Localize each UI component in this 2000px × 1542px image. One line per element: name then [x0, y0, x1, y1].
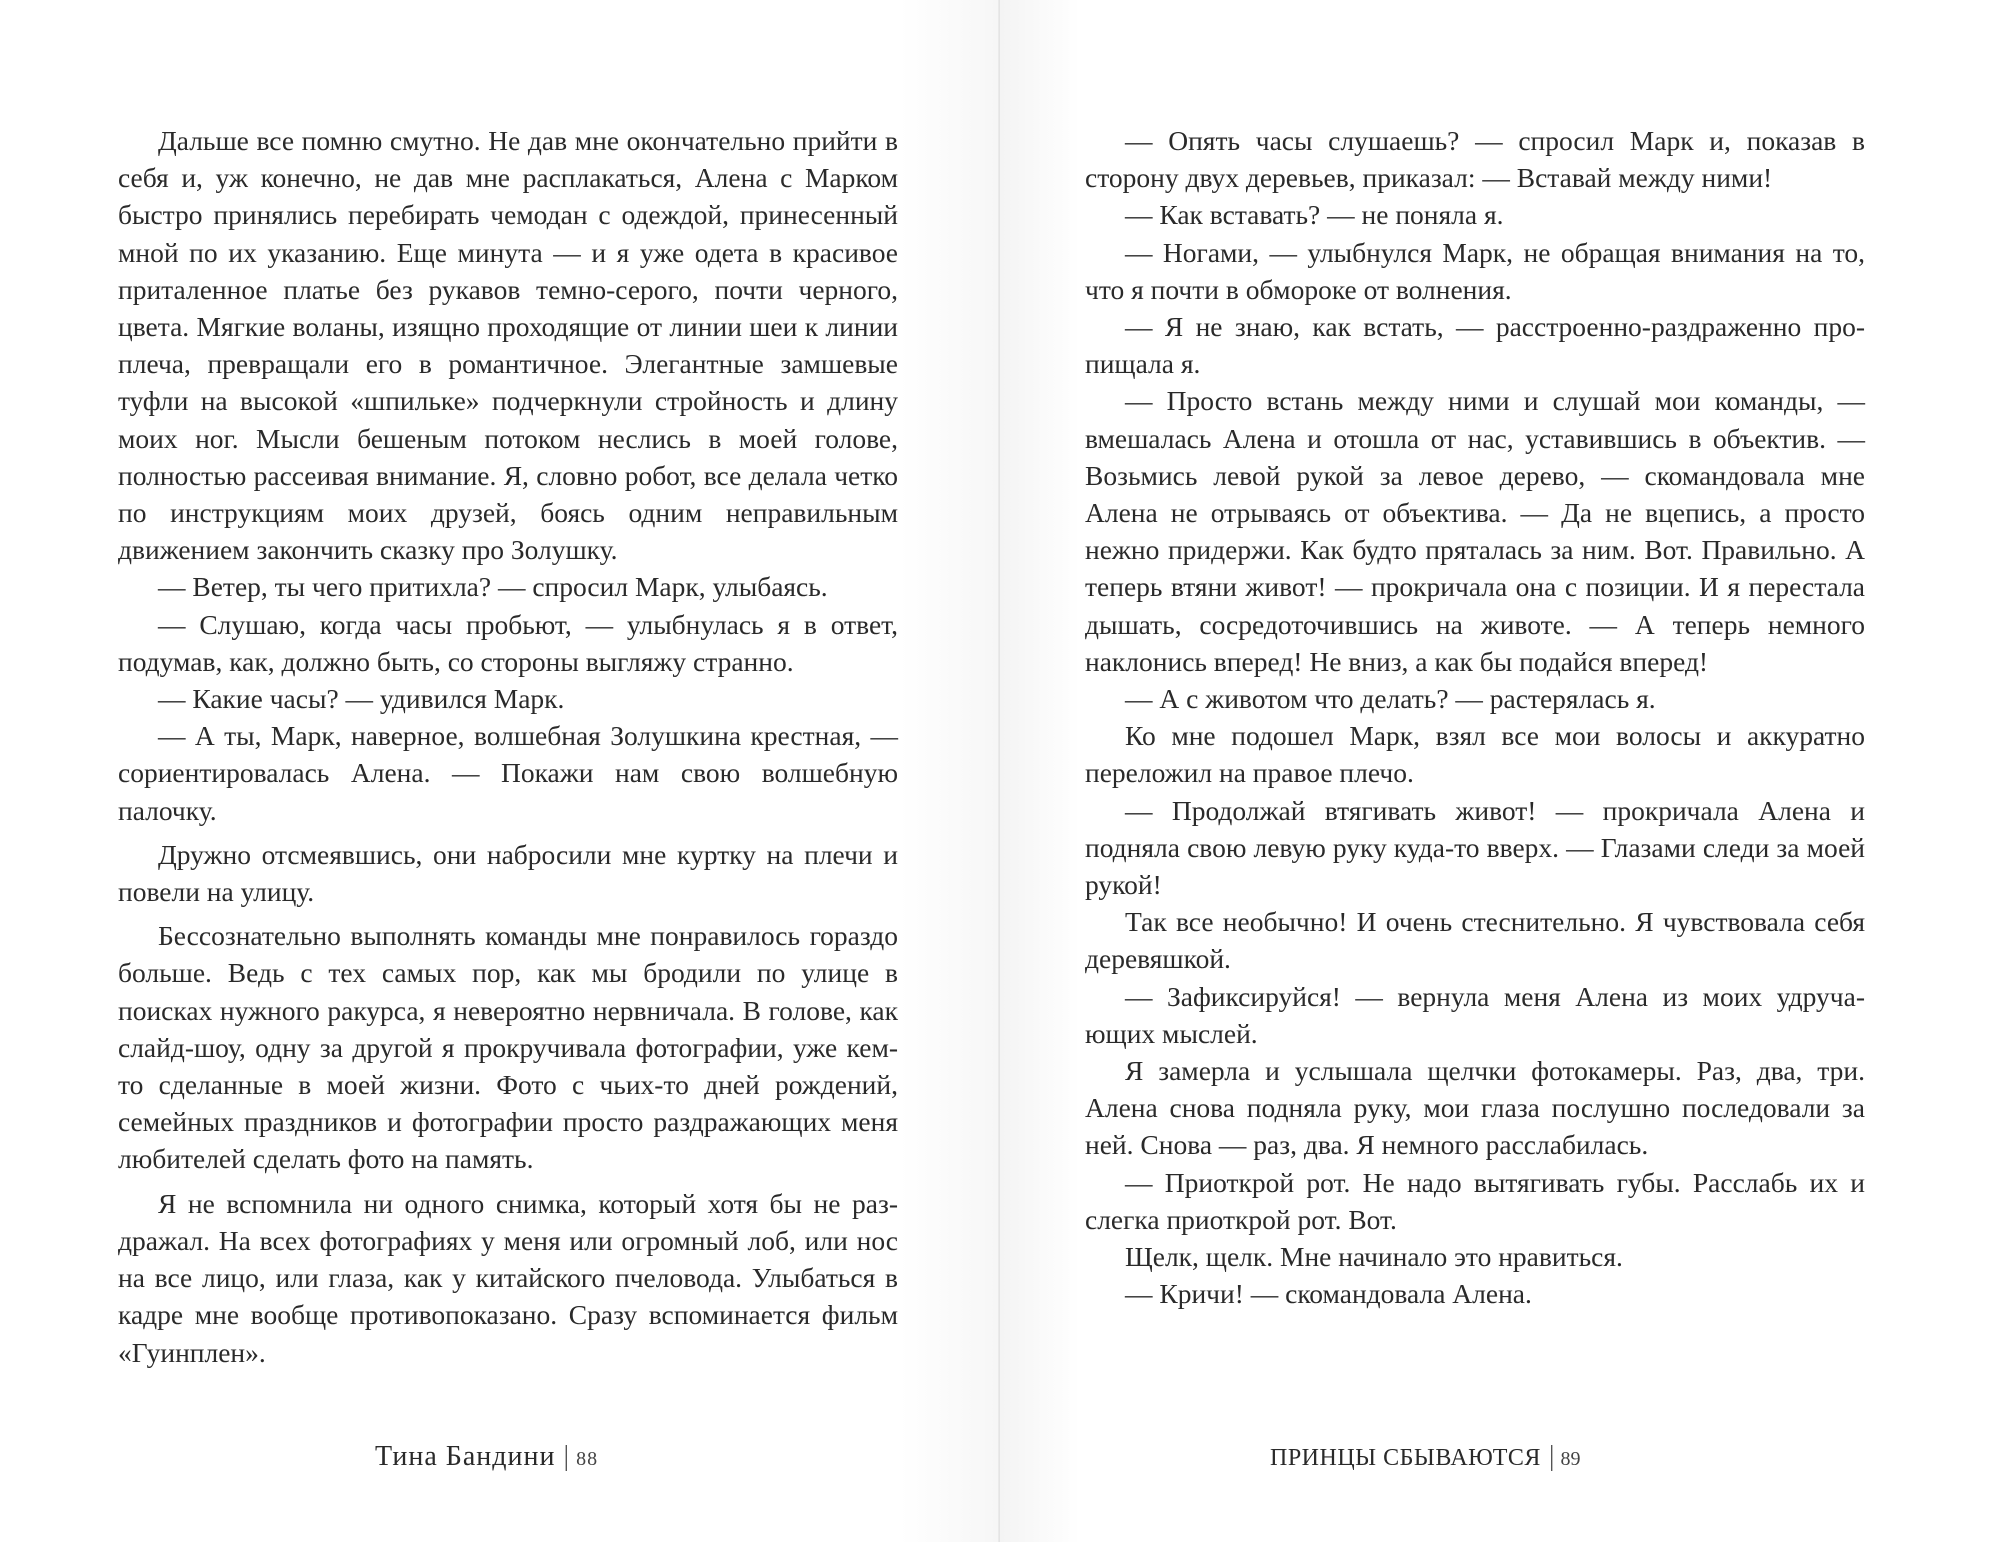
- paragraph: Бессознательно выполнять команды мне понравилось гораздо больше. Ведь с тех самых пор, как мы бродили по улице в поисках нужного ракурса, я невероятно нервничала. В голове, как слайд-шоу, одну за другой я прокручивала фотографии, уже кем-то сделанные в моей жизни. Фото с чьих-то дней рождений, семейных праздников и фотографии просто раздражающих меня любителей сделать фото на память.: [118, 920, 898, 1175]
- paragraph: Я не вспомнила ни одного снимка, который хотя бы не раздражал. На всех фотографиях у меня или огромный лоб, или нос на все лицо, или глаза, как у китайского пчеловода. Улыбаться в кадре мне вообще противопоказано. Сразу вспоминается фильм «Гуинплен».: [118, 1187, 898, 1368]
- paragraph: Дальше все помню смутно. Не дав мне окончательно прийти в себя и, уж конечно, не дав мне расплакаться, Алена с Марком быстро принялись перебирать чемодан с одеждой, принесенный мной по их указанию. Еще минута — и я уже одета в красивое приталенное платье без рукавов темно-серого, почти черного, цвета. Мягкие воланы, изящно проходящие от линии шеи к линии плеча, превращали его в романтичное. Элегантные замшевые туфли на высокой «шпильке» подчеркнули стройность и длину моих ног. Мысли бешеным потоком неслись в моей голове, полностью рассеивая внимание. Я, словно робот, все делала четко по инструкциям моих друзей, боясь одним неправильным движением закончить сказку про Золушку.: [118, 125, 898, 566]
- page-number: 89: [1560, 1448, 1581, 1470]
- paragraph: — Ногами, — улыбнулся Марк, не обращая внимания на то, что я почти в обмороке от волнения.: [1085, 236, 1865, 305]
- paragraph: — А ты, Марк, наверное, волшебная Золушкина крестная, — сориентировалась Алена. — Покажи нам свою волшебную палочку.: [118, 720, 898, 826]
- paragraph: — Слушаю, когда часы пробьют, — улыбнулась я в ответ, подумав, как, должно быть, со стороны выгляжу странно.: [118, 608, 898, 677]
- paragraph: — Продолжай втягивать живот! — прокричала Алена и подняла свою левую руку куда-то вверх. — Глазами следи за моей рукой!: [1085, 794, 1865, 901]
- paragraph: Так все необычно! И очень стеснительно. Я чувствовала себя деревяшкой.: [1085, 906, 1865, 975]
- running-footer-title: [1270, 1440, 1581, 1476]
- footer-separator: |: [1548, 1441, 1555, 1472]
- paragraph: — А с животом что делать? — растерялась я.: [1125, 683, 1656, 715]
- footer-author-name: Тина Бандини: [375, 1441, 556, 1472]
- paragraph: — Приоткрой рот. Не надо вытягивать губы. Расслабь их и слегка приоткрой рот. Вот.: [1085, 1166, 1865, 1235]
- paragraph: — Зафиксируйся! — вернула меня Алена из моих удручающих мыслей.: [1085, 980, 1865, 1049]
- footer-book-title: ПРИНЦЫ СБЫВАЮТСЯ: [1270, 1445, 1541, 1471]
- paragraph: Ко мне подошел Марк, взял все мои волосы и аккуратно переложил на правое плечо.: [1085, 720, 1865, 789]
- right-page: [1000, 0, 2000, 1542]
- footer-separator: |: [563, 1441, 571, 1472]
- paragraph: — Просто встань между ними и слушай мои команды, — вмешалась Алена и отошла от нас, уставившись в объектив. — Возьмись левой рукой за левое дерево, — скомандовала мне Алена не отрываясь от объектива. — Да не вцепись, а просто нежно придержи. Как будто пряталась за ним. Вот. Правильно. А теперь втяни живот! — прокричала она с позиции. И я перестала дышать, сосредоточившись на животе. — А теперь немного наклонись вперед! Не вниз, а как бы подайся вперед!: [1085, 385, 1865, 677]
- paragraph: — Я не знаю, как встать, — расстроенно-раздраженно пропищала я.: [1085, 311, 1865, 380]
- running-footer-author: [375, 1440, 598, 1476]
- paragraph: — Как вставать? — не поняла я.: [1125, 199, 1504, 231]
- paragraph: — Какие часы? — удивился Марк.: [158, 683, 565, 715]
- paragraph: Дружно отсмеявшись, они набросили мне куртку на плечи и повели на улицу.: [118, 838, 898, 908]
- paragraph: — Ветер, ты чего притихла? — спросил Марк, улыбаясь.: [158, 571, 828, 603]
- page-number: 88: [576, 1448, 599, 1470]
- right-page-text: [1085, 122, 1865, 1313]
- paragraph: — Опять часы слушаешь? — спросил Марк и, показав в сторону двух деревьев, приказал: — Вставай между ними!: [1085, 125, 1865, 194]
- paragraph: Я замерла и услышала щелчки фотокамеры. Раз, два, три. Алена снова подняла руку, мои глаза послушно последовали за ней. Снова — раз, два. Я немного расслабилась.: [1085, 1055, 1865, 1161]
- paragraph: Щелк, щелк. Мне начинало это нравиться.: [1125, 1241, 1623, 1273]
- paragraph: — Кричи! — скомандовала Алена.: [1125, 1278, 1532, 1310]
- left-page-text: [118, 122, 898, 1371]
